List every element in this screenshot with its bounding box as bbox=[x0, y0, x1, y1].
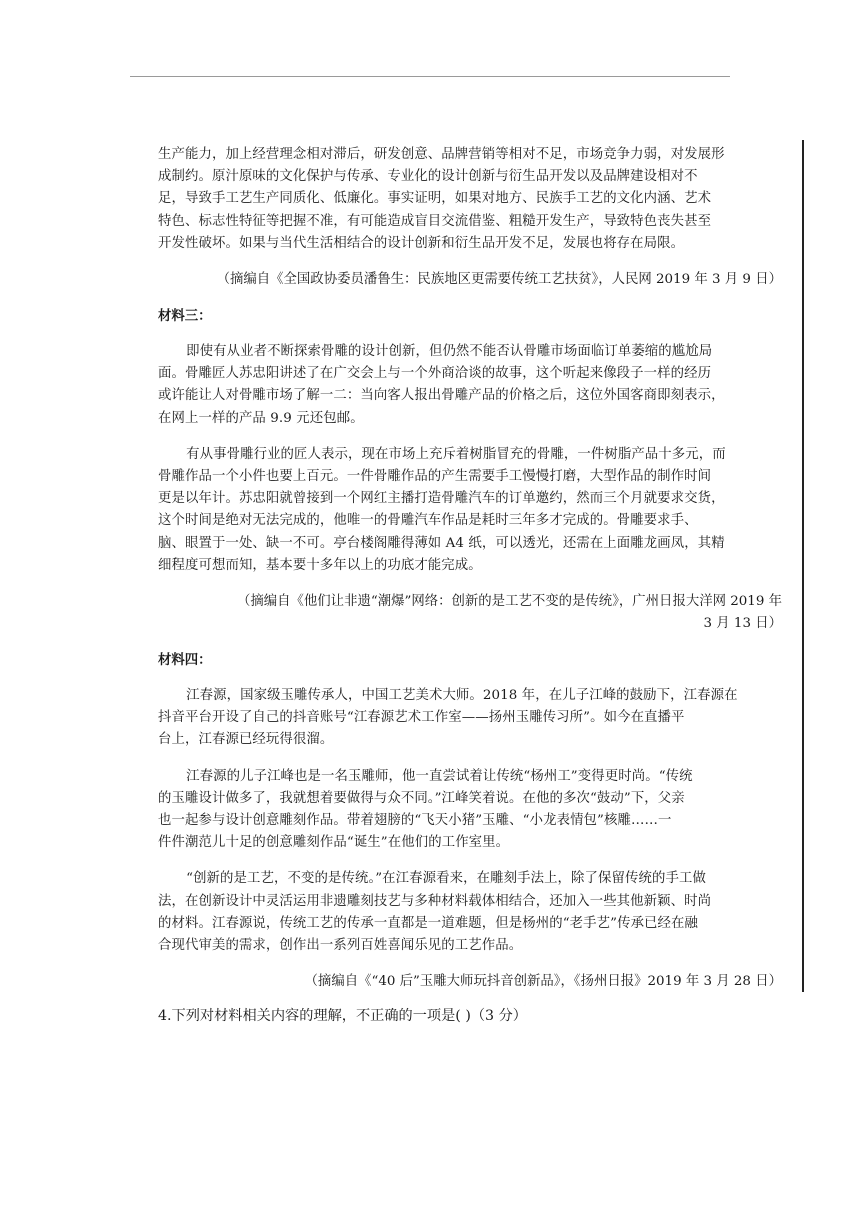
margin-rule bbox=[802, 140, 804, 992]
material3-source bbox=[158, 591, 782, 635]
text-line: 开发性破坏。如果与当代生活相结合的设计创新和衍生品开发不足，发展也将存在局限。 bbox=[158, 235, 685, 251]
material3-heading: 材料三： bbox=[158, 308, 212, 325]
text-line: 特色、标志性特征等把握不准，有可能造成盲目交流借鉴、粗糙开发生产，导致特色丧失甚至 bbox=[158, 213, 712, 229]
material4-paragraph-1 bbox=[158, 685, 782, 752]
material3-paragraph-1 bbox=[158, 341, 782, 430]
source-citation: （摘编自《他们让非遗“潮爆”网络：创新的是工艺不变的是传统》，广州日报大洋网 2019 年 bbox=[236, 594, 782, 610]
text-line: 的玉雕设计做多了，我就想着要做得与众不同。”江峰笑着说。在他的多次“鼓动”下，父亲 bbox=[158, 790, 685, 806]
material2-tail-paragraph bbox=[158, 144, 782, 255]
text-line: 江春源的儿子江峰也是一名玉雕师，他一直尝试着让传统“杨州工”变得更时尚。“传统 bbox=[186, 768, 693, 784]
material2-source bbox=[158, 269, 782, 291]
text-line: 法，在创新设计中灵活运用非遗雕刻技艺与多种材料载体相结合，还加入一些其他新颖、时尚 bbox=[158, 893, 712, 909]
material3-paragraph-2 bbox=[158, 444, 782, 577]
text-line: 在网上一样的产品 9.9 元还包邮。 bbox=[158, 410, 364, 426]
text-line: 台上，江春源已经玩得很溜。 bbox=[158, 732, 334, 748]
text-line: 成制约。原汁原味的文化保护与传承、专业化的设计创新与衍生品开发以及品牌建设相对不 bbox=[158, 169, 698, 185]
text-line: 这个时间是绝对无法完成的，他唯一的骨雕汽车作品是耗时三年多才完成的。骨雕要求手、 bbox=[158, 513, 698, 529]
material4-source bbox=[158, 971, 782, 993]
text-line: 江春源，国家级玉雕传承人，中国工艺美术大师。2018 年，在儿子江峰的鼓励下，江春源在 bbox=[186, 688, 738, 704]
text-line: 也一起参与设计创意雕刻作品。带着翅膀的“飞天小猪”玉雕、“小龙表情包”核雕……一 bbox=[158, 813, 672, 829]
text-line: 足，导致手工艺生产同质化、低廉化。事实证明，如果对地方、民族手工艺的文化内涵、艺术 bbox=[158, 191, 712, 207]
text-line: 有从事骨雕行业的匠人表示，现在市场上充斥着树脂冒充的骨雕，一件树脂产品十多元，而 bbox=[186, 446, 726, 462]
source-citation: （摘编自《“40 后”玉雕大师玩抖音创新品》，《扬州日报》2019 年 3 月 28 日） bbox=[304, 974, 782, 990]
material4-paragraph-3 bbox=[158, 868, 782, 957]
text-line: “创新的是工艺，不变的是传统。”在江春源看来，在雕刻手法上，除了保留传统的手工做 bbox=[186, 871, 706, 887]
text-line: 即使有从业者不断探索骨雕的设计创新，但仍然不能否认骨雕市场面临订单萎缩的尴尬局 bbox=[186, 344, 713, 360]
text-line: 抖音平台开设了自己的抖音账号“江春源艺术工作室——扬州玉雕传习所”。如今在直播平 bbox=[158, 710, 685, 726]
material4-paragraph-2 bbox=[158, 766, 782, 855]
text-line: 合现代审美的需求，创作出一系列百姓喜闻乐见的工艺作品。 bbox=[158, 938, 523, 954]
text-line: 骨雕作品一个小件也要上百元。一件骨雕作品的产生需要手工慢慢打磨，大型作品的制作时间 bbox=[158, 469, 712, 485]
material4-heading: 材料四： bbox=[158, 652, 212, 669]
text-line: 细程度可想而知，基本要十多年以上的功底才能完成。 bbox=[158, 557, 482, 573]
text-line: 更是以年计。苏忠阳就曾接到一个网红主播打造骨雕汽车的订单邀约，然而三个月就要求交货， bbox=[158, 491, 725, 507]
question-4: 4.下列对材料相关内容的理解，不正确的一项是( )（3 分） bbox=[158, 1008, 527, 1025]
document-body bbox=[158, 144, 782, 1027]
source-citation: （摘编自《全国政协委员潘鲁生：民族地区更需要传统工艺扶贫》，人民网 2019 年 3 月 9 日） bbox=[216, 272, 782, 288]
source-citation-date: 3 月 13 日） bbox=[703, 616, 782, 632]
text-line: 脑、眼置于一处、缺一不可。亭台楼阁雕得薄如 A4 纸，可以透光，还需在上面雕龙画凤，其精 bbox=[158, 535, 725, 551]
text-line: 生产能力，加上经营理念相对滞后，研发创意、品牌营销等相对不足，市场竞争力弱，对发展形 bbox=[158, 147, 725, 162]
text-line: 或许能让人对骨雕市场了解一二：当向客人报出骨雕产品的价格之后，这位外国客商即刻表示， bbox=[158, 388, 725, 404]
text-line: 面。骨雕匠人苏忠阳讲述了在广交会上与一个外商洽谈的故事，这个听起来像段子一样的经历 bbox=[158, 366, 712, 382]
text-line: 的材料。江春源说，传统工艺的传承一直都是一道难题，但是杨州的“老手艺”传承已经在融 bbox=[158, 915, 699, 931]
text-line: 件件潮范儿十足的创意雕刻作品“诞生”在他们的工作室里。 bbox=[158, 835, 510, 851]
header-rule bbox=[130, 76, 730, 77]
